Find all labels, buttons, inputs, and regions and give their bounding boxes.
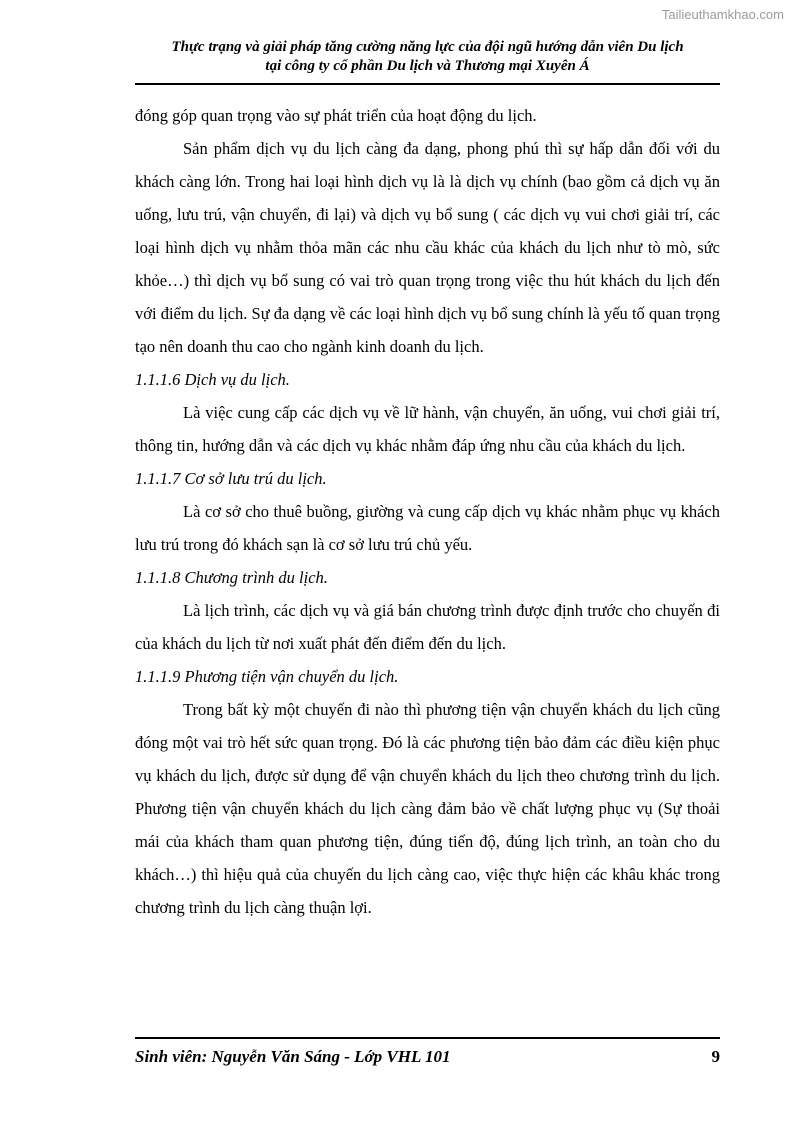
paragraph: Là cơ sở cho thuê buồng, giường và cung cấp dịch vụ khác nhằm phục vụ khách lưu trú trong đó khách sạn là cơ sở lưu trú chủ yếu. [135, 502, 720, 554]
section-heading-1117: 1.1.1.7 Cơ sở lưu trú du lịch. [135, 469, 327, 488]
page-header [135, 38, 720, 85]
page-number: 9 [711, 1047, 720, 1066]
section-heading-1118: 1.1.1.8 Chương trình du lịch. [135, 568, 328, 587]
header-title-line1: Thực trạng và giải pháp tăng cường năng lực của đội ngũ hướng dẫn viên Du lịch [171, 39, 684, 55]
paragraph-continuation: đóng góp quan trọng vào sự phát triển của hoạt động du lịch. [135, 106, 537, 125]
page-footer [135, 1037, 720, 1067]
paragraph: Là việc cung cấp các dịch vụ về lữ hành, vận chuyển, ăn uống, vui chơi giải trí, thông tin, hướng dẫn và các dịch vụ khác nhằm đáp ứng nhu cầu của khách du lịch. [135, 403, 720, 455]
section-heading-1116: 1.1.1.6 Dịch vụ du lịch. [135, 370, 290, 389]
footer-author: Sinh viên: Nguyễn Văn Sáng - Lớp VHL 101 [135, 1047, 451, 1066]
watermark-text: Tailieuthamkhao.com [661, 7, 784, 22]
section-heading-1119: 1.1.1.9 Phương tiện vận chuyển du lịch. [135, 667, 399, 686]
paragraph: Là lịch trình, các dịch vụ và giá bán chương trình được định trước cho chuyến đi của khách du lịch từ nơi xuất phát đến điểm đến du lịch. [135, 601, 720, 653]
paragraph: Sản phẩm dịch vụ du lịch càng đa dạng, phong phú thì sự hấp dẫn đối với du khách càng lớn. Trong hai loại hình dịch vụ là là dịch vụ chính (bao gồm cả dịch vụ ăn uống, lưu trú, vận chuyển, đi lại) và dịch vụ bổ sung ( các dịch vụ vui chơi giải trí, các loại hình dịch vụ nhằm thỏa mãn các nhu cầu khác của khách du lịch như tò mò, sức khỏe…) thì dịch vụ bổ sung có vai trò quan trọng trong việc thu hút khách du lịch đến với điểm du lịch. Sự đa dạng về các loại hình dịch vụ bổ sung chính là yếu tố quan trọng tạo nên doanh thu cao cho ngành kinh doanh du lịch. [135, 139, 720, 356]
header-title-line2: tại công ty cổ phần Du lịch và Thương mại Xuyên Á [265, 58, 590, 74]
document-body [135, 99, 720, 924]
paragraph: Trong bất kỳ một chuyến đi nào thì phương tiện vận chuyển khách du lịch cũng đóng một vai trò hết sức quan trọng. Đó là các phương tiện bảo đảm các điều kiện phục vụ khách du lịch, được sử dụng để vận chuyển khách du lịch theo chương trình du lịch. Phương tiện vận chuyển khách du lịch càng đảm bảo về chất lượng phục vụ (Sự thoải mái của khách tham quan phương tiện, đúng tiến độ, đúng lịch trình, an toàn cho du khách…) thì hiệu quả của chuyến du lịch càng cao, việc thực hiện các khâu khác trong chương trình du lịch càng thuận lợi. [135, 700, 720, 917]
